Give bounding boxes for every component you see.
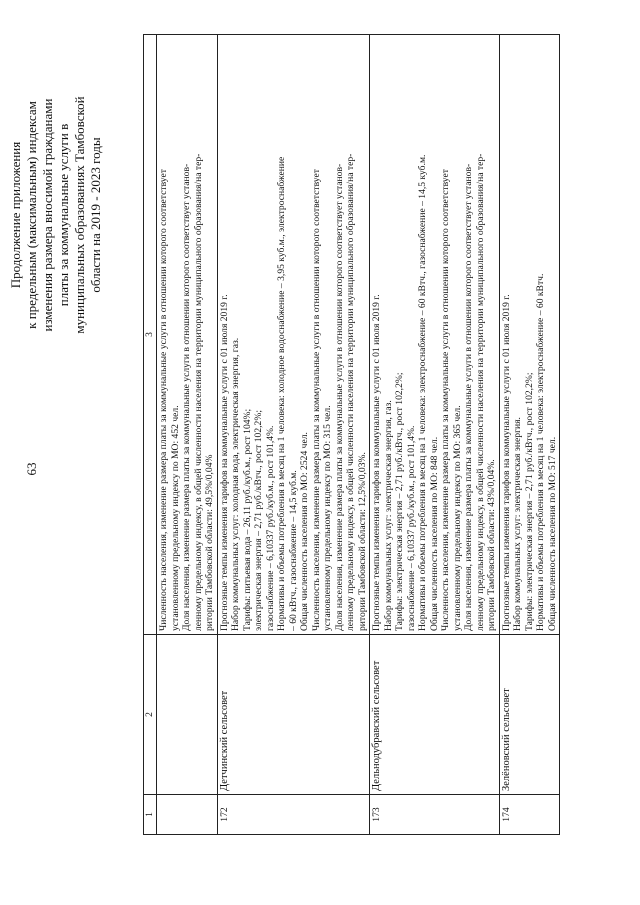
text-line: – 60 кВтч., газоснабжение – 14,5 куб.м.: [287, 470, 299, 631]
text-line: Численность населения, изменение размера платы за коммунальные услуги в отношении которого соответствует: [158, 169, 169, 631]
text-line: электрическая энергия – 2,71 руб./кВтч., рост 102,2%;: [253, 410, 264, 631]
text-line: Общая численность населения по МО: 517 чел.: [546, 436, 558, 631]
text-line: ритории Тамбовской области: 43%/0,04%.: [486, 459, 497, 631]
table-header-row: [144, 35, 157, 835]
column-header-3: 3: [144, 35, 157, 635]
text-line: Доля населения, изменение размера платы за коммунальные услуги в отношении которого соответствует установ-: [333, 163, 345, 631]
text-line: Прогнозные темпы изменения тарифов на коммунальные услуги с 01 июля 2019 г.: [371, 294, 382, 631]
row-number-cell: [157, 795, 218, 835]
column-header-1: 1: [144, 795, 157, 835]
text-line: Набор коммунальных услуг: холодная вода, электрическая энергия, газ.: [230, 337, 241, 631]
heading-line: муниципальных образованиях Тамбовской: [72, 96, 87, 334]
text-line: Набор коммунальных услуг: электрическая энергия, газ.: [382, 400, 394, 631]
heading-line: изменения размера вносимой гражданами: [40, 98, 55, 332]
text-line: ленному предельному индексу, в общей численности населения на территории муниципального образования/на тер-: [192, 153, 204, 631]
text-line: Доля населения, изменение размера платы за коммунальные услуги в отношении которого соответствует установ-: [463, 163, 474, 631]
text-line: газоснабжение – 6,10337 руб./куб.м., рост 101,4%.: [264, 425, 276, 631]
table-row: [370, 35, 500, 835]
row-number-cell: 173: [370, 795, 500, 835]
description-cell: [499, 35, 560, 635]
text-line: Тарифы: электрическая энергия – 2,71 руб./кВтч., рост 102,2%;: [523, 372, 535, 631]
text-line: Прогнозные темпы изменения тарифов на коммунальные услуги с 01 июля 2019 г.: [218, 294, 230, 631]
table-row: [499, 35, 560, 835]
description-cell: [157, 35, 218, 635]
column-header-2: 2: [144, 635, 157, 795]
heading-line: области на 2019 - 2023 годы: [88, 137, 103, 293]
heading-line: платы за коммунальные услуги в: [56, 123, 71, 307]
page-number: 63: [24, 462, 39, 476]
text-line: Численность населения, изменение размера платы за коммунальные услуги в отношении которого соответствует: [310, 169, 322, 631]
text-line: Нормативы и объемы потребления в месяц на 1 человека: электроснабжение – 60 кВтч.: [535, 273, 546, 631]
text-line: ритории Тамбовской области: 49,5%/0,04%: [204, 454, 215, 631]
description-cell: [370, 35, 500, 635]
row-number-cell: 172: [217, 795, 370, 835]
tariff-table: [143, 34, 560, 835]
text-line: Прогнозные темпы изменения тарифов на коммунальные услуги с 01 июля 2019 г.: [500, 294, 512, 631]
text-line: Набор коммунальных услуг: электрическая энергия.: [512, 417, 523, 631]
heading-line: Продолжение приложения: [8, 141, 23, 289]
text-line: Нормативы и объемы потребления в месяц на 1 человека: электроснабжение – 60 кВтч., газоснабжение – 14,5 куб.м.: [417, 154, 428, 631]
row-number-cell: 174: [499, 795, 560, 835]
municipality-name-cell: [157, 635, 218, 795]
text-line: газоснабжение – 6,10337 руб./куб.м., рост 101,4%.: [405, 425, 417, 631]
text-line: установленному предельному индексу по МО: 452 чел.: [169, 405, 181, 631]
text-line: Численность населения, изменение размера платы за коммунальные услуги в отношении которого соответствует: [440, 169, 451, 631]
municipality-name-cell: Детчинский сельсовет: [217, 635, 370, 795]
appendix-heading: [8, 35, 104, 395]
description-cell: [217, 35, 370, 635]
text-line: установленному предельному индексу по МО: 315 чел.: [322, 405, 333, 631]
text-line: ленному предельному индексу, в общей численности населения на территории муниципального образования/на тер-: [474, 153, 486, 631]
heading-line: к предельным (максимальным) индексам: [24, 101, 39, 329]
text-line: ленному предельному индексу, в общей численности населения на территории муниципального образования/на тер-: [345, 153, 356, 631]
text-line: Нормативы и объемы потребления в месяц на 1 человека: холодное водоснабжение – 3,95 куб.м., электроснабжение: [276, 156, 287, 631]
municipality-name-cell: Дельнодубравский сельсовет: [370, 635, 500, 795]
text-line: Тарифы: электрическая энергия – 2,71 руб./кВтч., рост 102,2%;: [394, 372, 405, 631]
text-line: Тарифы: питьевая вода – 26,11 руб./куб.м., рост 104%;: [241, 408, 253, 631]
continuation-row: [157, 35, 218, 835]
text-line: Общая численность населения по МО: 848 чел.: [428, 436, 440, 631]
text-line: ритории Тамбовской области: 12,5%/0,03%.: [356, 452, 368, 631]
text-line: Общая численность населения по МО: 2524 чел.: [299, 432, 310, 631]
text-line: Доля населения, изменение размера платы за коммунальные услуги в отношении которого соответствует установ-: [181, 163, 192, 631]
text-line: установленному предельному индексу по МО: 365 чел.: [451, 405, 463, 631]
municipality-name-cell: Зелёновский сельсовет: [499, 635, 560, 795]
table-row: [217, 35, 370, 835]
